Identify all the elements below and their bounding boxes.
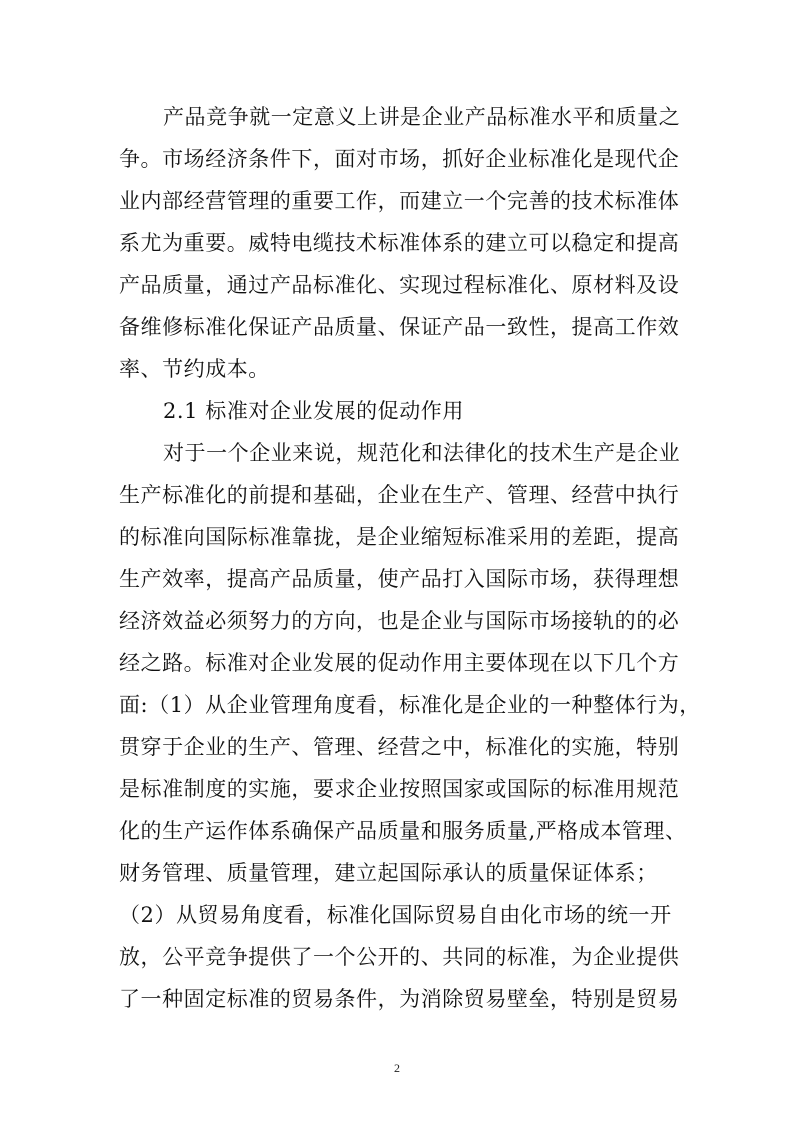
paragraph-line: 产品竞争就一定意义上讲是企业产品标准水平和质量之 bbox=[163, 105, 681, 129]
paragraph-line: 经济效益必须努力的方向，也是企业与国际市场接轨的的必 bbox=[119, 609, 680, 633]
paragraph-line: 系尤为重要。威特电缆技术标准体系的建立可以稳定和提高 bbox=[119, 231, 680, 255]
paragraph-line: 的标准向国际标准靠拢，是企业缩短标准采用的差距，提高 bbox=[119, 525, 680, 549]
paragraph-line: 放，公平竞争提供了一个公开的、共同的标准，为企业提供 bbox=[119, 945, 680, 969]
paragraph-line: 化的生产运作体系确保产品质量和服务质量,严格成本管理、 bbox=[119, 819, 687, 843]
paragraph-line: 面:（1）从企业管理角度看，标准化是企业的一种整体行为， bbox=[119, 693, 701, 717]
paragraph-line: 生产效率，提高产品质量，使产品打入国际市场，获得理想 bbox=[119, 567, 680, 591]
page-number: 2 bbox=[394, 1061, 400, 1075]
paragraph-line: 业内部经营管理的重要工作，而建立一个完善的技术标准体 bbox=[119, 189, 680, 213]
paragraph-line: 率、节约成本。 bbox=[119, 357, 270, 381]
paragraph-line: 对于一个企业来说，规范化和法律化的技术生产是企业 bbox=[163, 441, 681, 465]
paragraph-line: 了一种固定标准的贸易条件，为消除贸易壁垒，特别是贸易 bbox=[119, 987, 680, 1011]
section-heading: 2.1 标准对企业发展的促动作用 bbox=[163, 399, 464, 423]
paragraph-line: 备维修标准化保证产品质量、保证产品一致性，提高工作效 bbox=[119, 315, 680, 339]
paragraph-line: 产品质量，通过产品标准化、实现过程标准化、原材料及设 bbox=[119, 273, 680, 297]
paragraph-line: 争。市场经济条件下，面对市场，抓好企业标准化是现代企 bbox=[119, 147, 680, 171]
paragraph-line: 经之路。标准对企业发展的促动作用主要体现在以下几个方 bbox=[119, 651, 680, 675]
paragraph-line: 贯穿于企业的生产、管理、经营之中，标准化的实施，特别 bbox=[119, 735, 680, 759]
paragraph-line: （2）从贸易角度看，标准化国际贸易自由化市场的统一开 bbox=[119, 903, 672, 927]
paragraph-line: 生产标准化的前提和基础，企业在生产、管理、经营中执行 bbox=[119, 483, 680, 507]
paragraph-line: 财务管理、质量管理，建立起国际承认的质量保证体系； bbox=[119, 861, 658, 885]
paragraph-line: 是标准制度的实施，要求企业按照国家或国际的标准用规范 bbox=[119, 777, 680, 801]
